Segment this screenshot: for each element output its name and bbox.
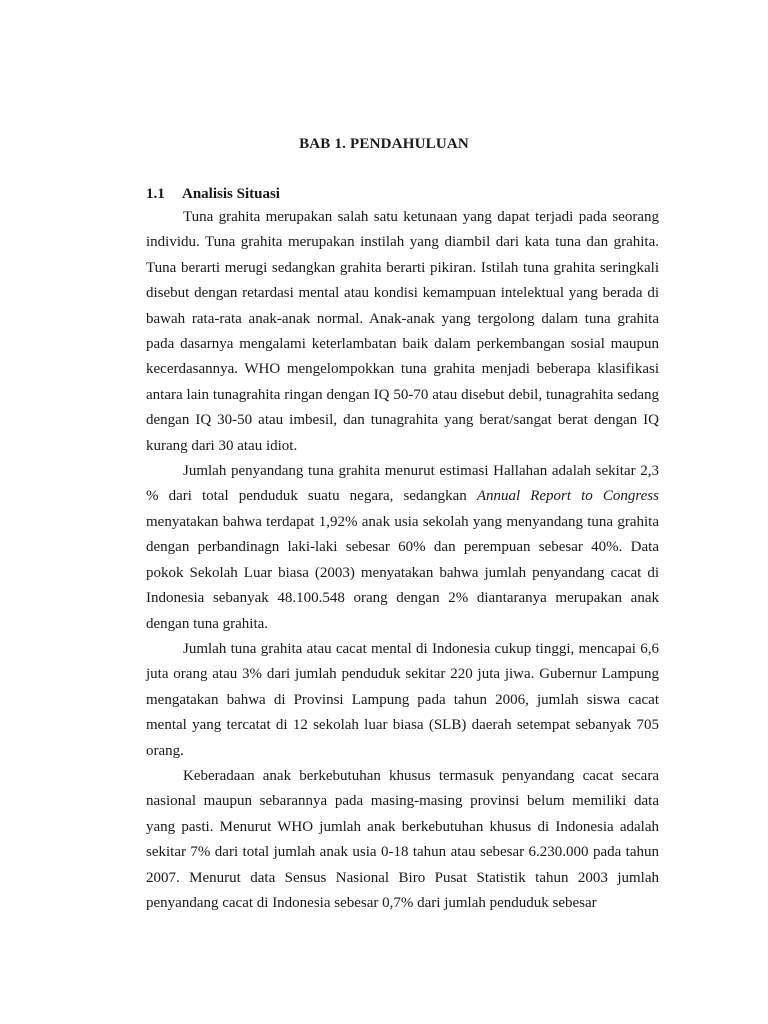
paragraph-1: Tuna grahita merupakan salah satu ketunaan yang dapat terjadi pada seorang individu. Tuna grahita merupakan instilah yang diambil dari kata tuna dan grahita. Tuna berarti merugi sedangkan grahita berarti pikiran. Istilah tuna grahita seringkali disebut dengan retardasi mental atau kondisi kemampuan intelektual yang berada di bawah rata-rata anak-anak normal. Anak-anak yang tergolong dalam tuna grahita pada dasarnya mengalami keterlambatan baik dalam perkembangan sosial maupun kecerdasannya. WHO mengelompokkan tuna grahita menjadi beberapa klasifikasi antara lain tunagrahita ringan dengan IQ 50-70 atau disebut debil, tunagrahita sedang dengan IQ 30-50 atau imbesil, dan tunagrahita yang berat/sangat berat dengan IQ kurang dari 30 atau idiot. <box>146 209 659 454</box>
section-title: Analisis Situasi <box>182 186 280 202</box>
section-heading <box>146 186 280 203</box>
paragraph-2-italic-title: Annual Report to Congress <box>476 488 659 505</box>
paragraph-3: Jumlah tuna grahita atau cacat mental di Indonesia cukup tinggi, mencapai 6,6 juta orang atau 3% dari jumlah penduduk sekitar 220 juta jiwa. Gubernur Lampung mengatakan bahwa di Provinsi Lampung pada tahun 2006, jumlah siswa cacat mental yang tercatat di 12 sekolah luar biasa (SLB) daerah setempat sebanyak 705 orang. <box>146 640 659 759</box>
paragraph-2-after: menyatakan bahwa terdapat 1,92% anak usia sekolah yang menyandang tuna grahita dengan perbandinagn laki-laki sebesar 60% dan perempuan sebesar 40%. Data pokok Sekolah Luar biasa (2003) menyatakan bahwa jumlah penyandang cacat di Indonesia sebanyak 48.100.548 orang dengan 2% diantaranya merupakan anak dengan tuna grahita. <box>146 513 659 632</box>
body-text <box>146 205 659 916</box>
paragraph-2-before: Jumlah penyandang tuna grahita menurut estimasi Hallahan adalah sekitar 2,3 % dari total penduduk suatu negara, sedangkan <box>146 463 659 505</box>
paragraph-2 <box>146 459 659 637</box>
paragraph-4: Keberadaan anak berkebutuhan khusus termasuk penyandang cacat secara nasional maupun sebarannya pada masing-masing provinsi belum memiliki data yang pasti. Menurut WHO jumlah anak berkebutuhan khusus di Indonesia adalah sekitar 7% dari total jumlah anak usia 0-18 tahun atau sebesar 6.230.000 pada tahun 2007. Menurut data Sensus Nasional Biro Pusat Statistik tahun 2003 jumlah penyandang cacat di Indonesia sebesar 0,7% dari jumlah penduduk sebesar <box>146 767 659 911</box>
section-number: 1.1 <box>146 186 165 202</box>
chapter-title: BAB 1. PENDAHULUAN <box>299 136 469 152</box>
